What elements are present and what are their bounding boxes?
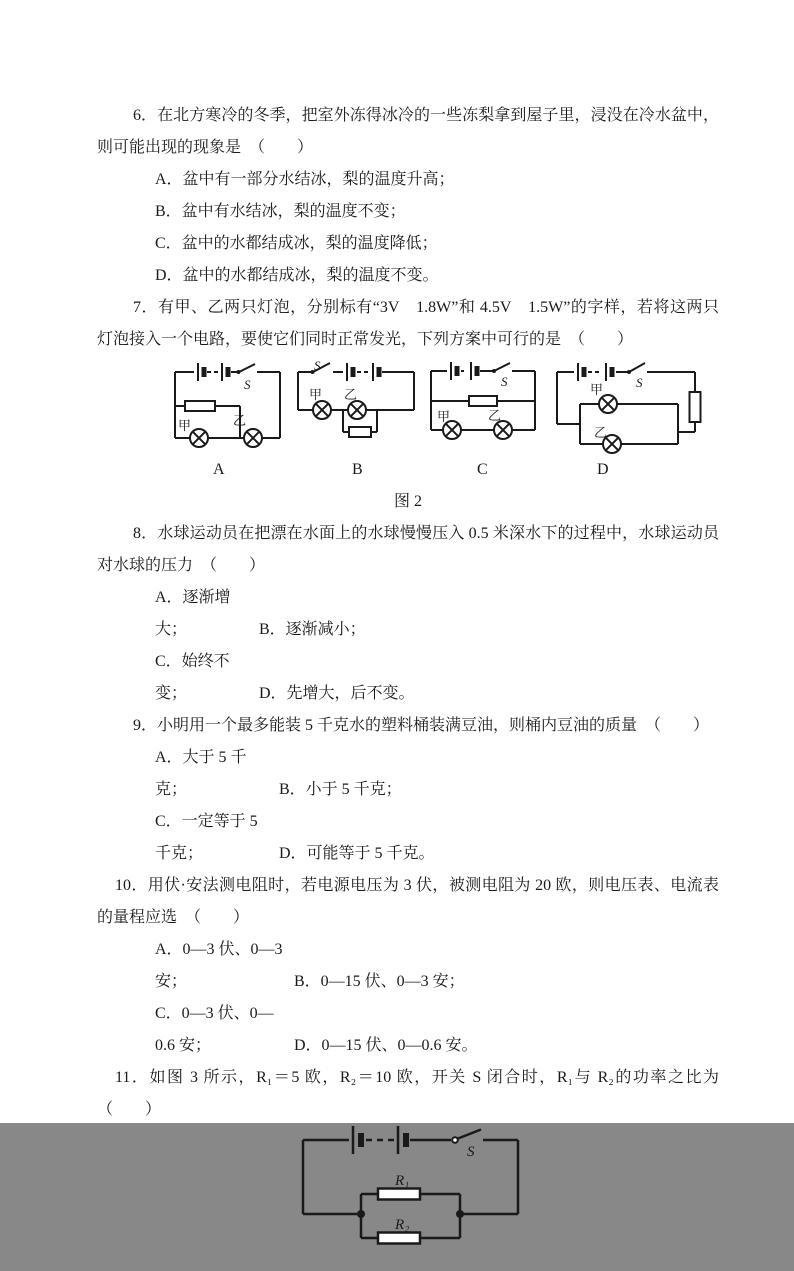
question-9	[97, 710, 719, 870]
switch-icon	[492, 363, 510, 373]
question-6-option-b: B．盆中有水结冰，梨的温度不变；	[155, 203, 406, 220]
circuit-diagram-a	[168, 358, 286, 452]
wire	[557, 372, 580, 424]
question-6-option-d: D．盆中的水都结成冰，梨的温度不变。	[155, 267, 439, 284]
question-9-option-a: A．大于 5 千克；	[155, 749, 247, 798]
question-10	[97, 870, 719, 1062]
question-7	[97, 292, 719, 356]
lamp-yi-icon	[244, 429, 262, 447]
circuit-label-b: B	[352, 461, 363, 478]
lamp-yi-icon	[494, 421, 512, 439]
circuit-diagram-b	[293, 358, 419, 452]
switch-label: S	[314, 358, 321, 373]
question-8-option-c: C．始终不变；	[155, 653, 230, 702]
question-6-option-c: C．盆中的水都结成冰，梨的温度降低；	[155, 235, 438, 252]
lamp-yi-label: 乙	[233, 413, 247, 428]
question-7-stem: 7．有甲、乙两只灯泡，分别标有“3V 1.8W”和 4.5V 1.5W”的字样，若将这两只灯泡接入一个电路，要使它们同时正常发光，下列方案中可行的是 （ ）	[97, 299, 719, 348]
battery-icon	[347, 363, 379, 381]
battery-icon	[198, 363, 228, 381]
question-10-options-row-2	[155, 998, 719, 1062]
junction-dot	[456, 1210, 464, 1218]
question-10-stem: 10．用伏·安法测电阻时，若电源电压为 3 伏，被测电阻为 20 欧，则电压表、电流表的量程应选 （ ）	[97, 877, 719, 926]
question-10-option-a: A．0—3 伏、0—3 安；	[155, 941, 283, 990]
switch-label: S	[501, 374, 508, 389]
question-9-option-d: D．可能等于 5 千克。	[279, 845, 435, 862]
lamp-jia-label: 甲	[437, 409, 451, 424]
figure-2	[97, 358, 719, 518]
lamp-yi-label: 乙	[488, 408, 502, 423]
lamp-jia-icon	[313, 401, 331, 419]
question-9-options-row-2	[155, 806, 719, 870]
question-6-option-a: A．盆中有一部分水结冰，梨的温度升高；	[155, 171, 455, 188]
question-8-option-a: A．逐渐增大；	[155, 589, 231, 638]
switch-icon	[237, 364, 256, 374]
lamp-jia-icon	[599, 395, 617, 413]
battery-icon	[578, 363, 612, 381]
question-9-stem: 9．小明用一个最多能装 5 千克水的塑料桶装满豆油，则桶内豆油的质量 （ ）	[133, 717, 710, 734]
resistor-icon	[469, 396, 497, 406]
question-10-option-b: B．0—15 伏、0—3 安；	[294, 973, 465, 990]
switch-icon	[452, 1130, 481, 1143]
switch-icon	[627, 363, 645, 374]
switch-label: S	[244, 377, 251, 392]
question-8-option-b: B．逐渐减小；	[259, 621, 366, 638]
lamp-yi-label: 乙	[344, 387, 358, 402]
lamp-jia-label: 甲	[309, 387, 323, 402]
battery-icon	[451, 362, 477, 380]
resistor-r1-icon	[378, 1189, 420, 1200]
question-10-options-row-1	[155, 934, 719, 998]
circuit-diagram-c	[427, 358, 539, 452]
resistor-r2-icon	[378, 1233, 420, 1244]
question-9-options-row-1	[155, 742, 719, 806]
resistor-r1-label: R₁	[395, 1173, 410, 1189]
junction-dot	[357, 1210, 365, 1218]
lamp-yi-icon	[348, 401, 366, 419]
resistor-icon	[185, 401, 215, 411]
question-11-stem: 11．如图 3 所示，R₁＝5 欧，R₂＝10 欧，开关 S 闭合时，R₁与 R₂的功率之比为 （ ）	[97, 1069, 736, 1118]
lamp-jia-icon	[190, 429, 208, 447]
circuit-label-c: C	[477, 461, 488, 478]
switch-label: S	[636, 375, 643, 390]
lamp-jia-label: 甲	[590, 382, 604, 397]
resistor-icon	[349, 427, 371, 437]
question-8-options-row-1	[155, 582, 719, 646]
switch-label: S	[467, 1144, 475, 1160]
question-8	[97, 518, 719, 710]
question-10-option-d: D．0—15 伏、0—0.6 安。	[294, 1037, 478, 1054]
question-8-option-d: D．先增大，后不变。	[259, 685, 415, 702]
figure-3-circuit	[293, 1124, 543, 1259]
question-8-options-row-2	[155, 646, 719, 710]
question-9-option-b: B．小于 5 千克；	[279, 781, 402, 798]
question-6-stem: 6．在北方寒冷的冬季，把室外冻得冰冷的一些冻梨拿到屋子里，浸没在冷水盆中，则可能出现的现象是 （ ）	[97, 107, 719, 156]
figure-3	[293, 1124, 719, 1271]
question-6	[97, 100, 719, 292]
figure-2-sublabels	[97, 454, 719, 486]
resistor-r2-label: R₂	[395, 1217, 410, 1233]
figure-2-circuits	[168, 358, 719, 454]
circuit-diagram-d	[550, 358, 700, 454]
question-8-stem: 8．水球运动员在把漂在水面上的水球慢慢压入 0.5 米深水下的过程中，水球运动员对水球的压力 （ ）	[97, 525, 719, 574]
battery-icon	[353, 1126, 406, 1154]
question-11	[97, 1062, 736, 1126]
question-10-option-c: C．0—3 伏、0—0.6 安；	[155, 1005, 274, 1054]
figure-2-caption: 图 2	[393, 493, 422, 510]
circuit-label-a: A	[213, 461, 225, 478]
wire	[303, 1140, 518, 1214]
lamp-jia-label: 甲	[178, 418, 192, 433]
question-9-option-c: C．一定等于 5 千克；	[155, 813, 258, 862]
circuit-label-d: D	[597, 461, 609, 478]
resistor-icon	[690, 392, 701, 422]
lamp-yi-label: 乙	[594, 425, 608, 440]
